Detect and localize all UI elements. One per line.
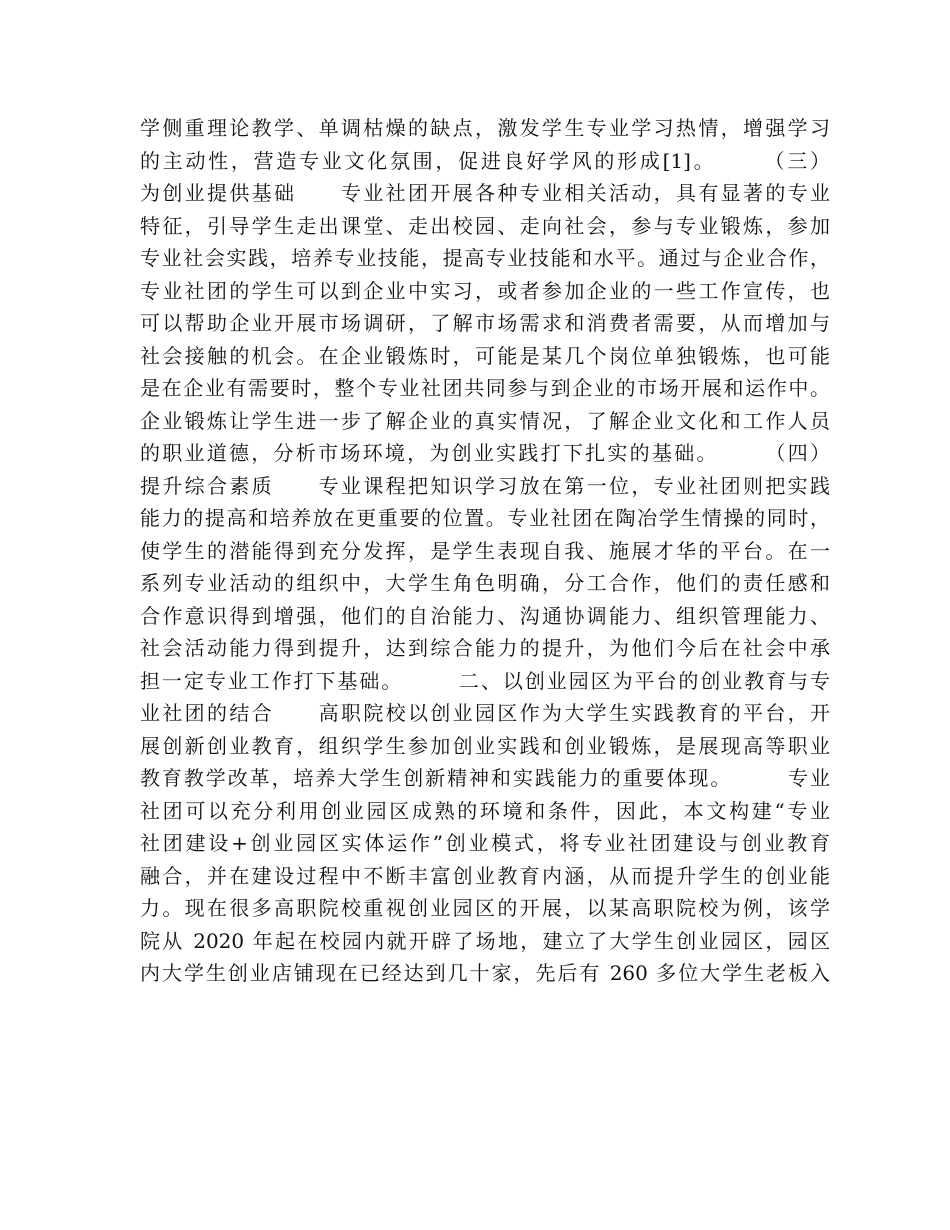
text-line-6: 专业社团的学生可以到企业中实习，或者参加企业的一些工作宣传，也 (140, 278, 830, 303)
text-line-5: 专业社会实践，培养专业技能，提高专业技能和水平。通过与企业合作， (140, 246, 830, 270)
text-line-8: 社会接触的机会。在企业锻炼时，可能是某几个岗位单独锻炼，也可能 (140, 343, 830, 368)
text-line-19: 业社团的结合 高职院校以创业园区作为大学生实践教育的平台，开 (140, 701, 830, 725)
text-line-25: 力。现在很多高职院校重视创业园区的开展，以某高职院校为例，该学 (140, 896, 830, 920)
text-line-9: 是在企业有需要时，整个专业社团共同参与到企业的市场开展和运作中。 (140, 376, 830, 400)
text-line-21: 教育教学改革，培养大学生创新精神和实践能力的重要体现。 专业 (140, 766, 830, 790)
text-line-15: 系列专业活动的组织中，大学生角色明确，分工合作，他们的责任感和 (140, 571, 830, 595)
text-line-16: 合作意识得到增强，他们的自治能力、沟通协调能力、组织管理能力、 (140, 603, 830, 628)
text-line-10: 企业锻炼让学生进一步了解企业的真实情况，了解企业文化和工作人员 (140, 408, 830, 433)
text-line-7: 可以帮助企业开展市场调研，了解市场需求和消费者需要，从而增加与 (140, 311, 830, 335)
text-line-27: 内大学生创业店铺现在已经达到几十家，先后有 260 多位大学生老板入 (140, 961, 830, 985)
text-line-20: 展创新创业教育，组织学生参加创业实践和创业锻炼，是展现高等职业 (140, 733, 830, 758)
text-line-26: 院从 2020 年起在校园内就开辟了场地，建立了大学生创业园区，园区 (140, 928, 830, 953)
text-line-2: 的主动性，营造专业文化氛围，促进良好学风的形成[1]。 （三） (140, 148, 830, 173)
text-line-14: 使学生的潜能得到充分发挥，是学生表现自我、施展才华的平台。在一 (140, 538, 830, 563)
text-line-3: 为创业提供基础 专业社团开展各种专业相关活动，具有显著的专业 (140, 181, 830, 205)
text-line-24: 融合，并在建设过程中不断丰富创业教育内涵，从而提升学生的创业能 (140, 863, 830, 888)
body-text (140, 112, 830, 990)
text-line-11: 的职业道德，分析市场环境，为创业实践打下扎实的基础。 （四） (140, 441, 830, 465)
text-line-13: 能力的提高和培养放在更重要的位置。专业社团在陶冶学生情操的同时， (140, 506, 830, 530)
text-line-12: 提升综合素质 专业课程把知识学习放在第一位，专业社团则把实践 (140, 473, 830, 498)
text-line-4: 特征，引导学生走出课堂、走出校园、走向社会，参与专业锻炼，参加 (140, 213, 830, 238)
text-line-23: 社团建设+创业园区实体运作”创业模式，将专业社团建设与创业教育 (140, 831, 830, 855)
text-line-1: 学侧重理论教学、单调枯燥的缺点，激发学生专业学习热情，增强学习 (140, 116, 830, 140)
text-line-18: 担一定专业工作打下基础。 二、以创业园区为平台的创业教育与专 (140, 668, 830, 693)
text-line-17: 社会活动能力得到提升，达到综合能力的提升，为他们今后在社会中承 (140, 636, 830, 660)
text-line-22: 社团可以充分利用创业园区成熟的环境和条件，因此，本文构建“专业 (140, 798, 830, 823)
